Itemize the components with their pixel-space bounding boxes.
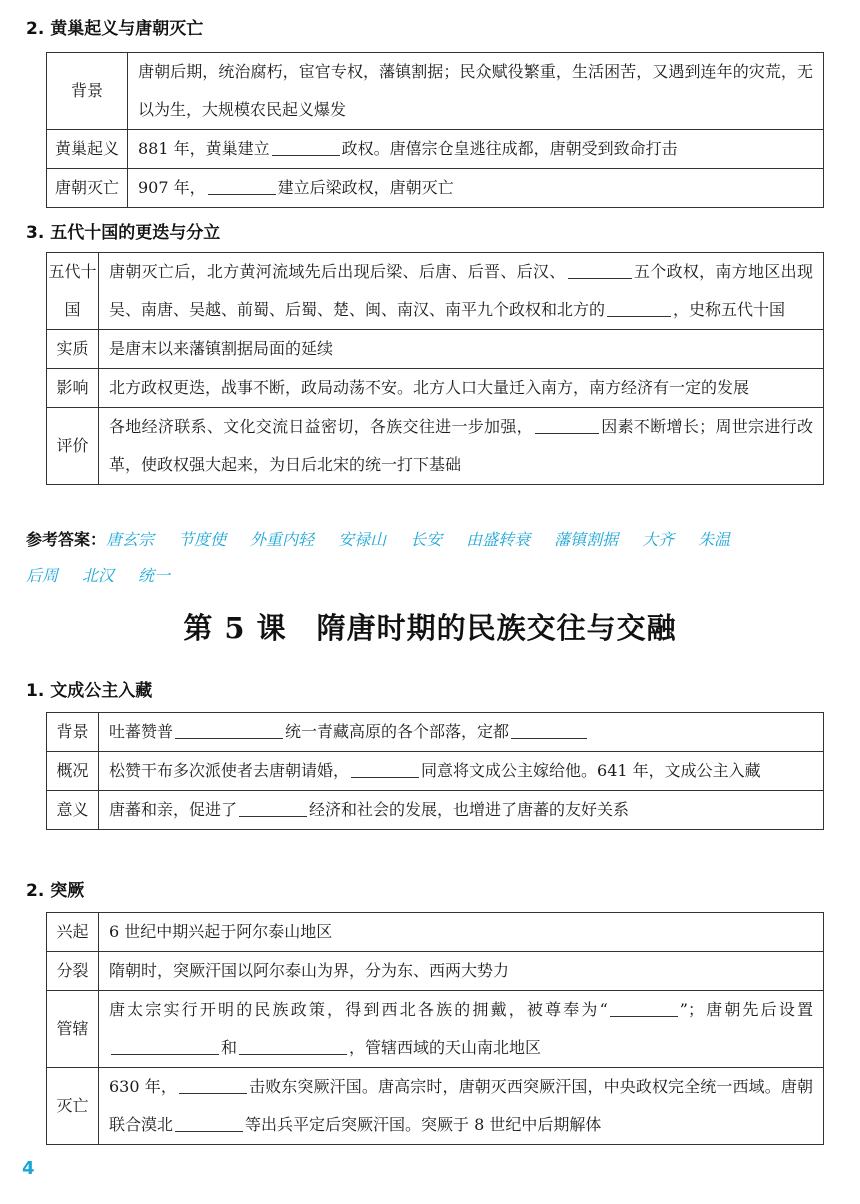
section-heading-wudai: 3. 五代十国的更迭与分立 [26,223,221,243]
wencheng-table [46,712,824,830]
fill-blank[interactable] [208,178,276,195]
huangchao-table [46,52,824,208]
page-number: 4 [22,1158,35,1179]
row-label: 概况 [47,752,99,791]
row-label: 管辖 [47,991,99,1068]
row-label: 唐朝灭亡 [47,169,128,208]
text-segment: ”；唐朝先后设置 [679,1000,813,1019]
row-content [99,991,824,1068]
text-segment: 同意将文成公主嫁给他。641 年，文成公主入藏 [421,761,761,780]
row-content: 是唐末以来藩镇割据局面的延续 [99,330,824,369]
row-content [99,791,824,830]
text-segment: 唐朝灭亡后，北方黄河流域先后出现后梁、后唐、后晋、后汉、 [109,262,566,281]
fill-blank[interactable] [535,417,599,434]
table-row [47,53,824,130]
fill-blank[interactable] [607,300,671,317]
text-segment: 吐蕃赞普 [109,722,174,741]
row-content [99,253,824,330]
row-label: 意义 [47,791,99,830]
fill-blank[interactable] [175,1115,243,1132]
table-row [47,253,824,330]
table-row [47,130,824,169]
row-label: 分裂 [47,952,99,991]
row-label: 背景 [47,53,128,130]
answer-item: 安禄山 [338,530,387,549]
row-label: 五代十国 [47,253,99,330]
fill-blank[interactable] [239,800,307,817]
text-segment: 各地经济联系、文化交流日益密切，各族交往进一步加强， [109,417,533,436]
text-segment: 630 年， [109,1077,177,1096]
answer-item: 后周 [26,566,59,585]
row-content: 北方政权更迭，战事不断，政局动荡不安。北方人口大量迁入南方，南方经济有一定的发展 [99,369,824,408]
fill-blank[interactable] [175,722,283,739]
answer-item: 唐玄宗 [106,530,155,549]
section-heading-huangchao: 2. 黄巢起义与唐朝灭亡 [26,19,204,39]
fill-blank[interactable] [511,722,587,739]
answers-label: 参考答案： [26,530,107,549]
row-label: 兴起 [47,913,99,952]
row-label: 灭亡 [47,1068,99,1145]
lesson-title: 第 5 课 隋唐时期的民族交往与交融 [183,611,677,645]
row-label: 影响 [47,369,99,408]
table-row [47,330,824,369]
answer-item: 长安 [410,530,443,549]
table-row [47,408,824,485]
text-segment: 五个政权，南方地区出现吴、南唐、吴越、前蜀、后蜀、楚、闽、南汉、南平九个政权和北方的 [109,262,813,319]
row-content [99,713,824,752]
row-label: 评价 [47,408,99,485]
text-segment: ，管辖西域的天山南北地区 [349,1038,542,1057]
answer-item: 节度使 [178,530,227,549]
text-segment: 907 年， [138,178,206,197]
text-segment: 和 [221,1038,238,1057]
row-content [99,408,824,485]
table-row [47,952,824,991]
row-label: 背景 [47,713,99,752]
row-content: 隋朝时，突厥汗国以阿尔泰山为界，分为东、西两大势力 [99,952,824,991]
text-segment: 经济和社会的发展，也增进了唐蕃的友好关系 [309,800,630,819]
answer-item: 朱温 [698,530,731,549]
answer-item: 外重内轻 [250,530,315,549]
text-segment: 松赞干布多次派使者去唐朝请婚， [109,761,350,780]
text-segment: 统一青藏高原的各个部落，定都 [285,722,510,741]
table-row [47,169,824,208]
text-segment: ，史称五代十国 [673,300,786,319]
text-segment: 政权。唐僖宗仓皇逃往成都，唐朝受到致命打击 [341,139,678,158]
wudai-table [46,252,824,485]
row-content [128,130,824,169]
row-content [99,1068,824,1145]
row-label: 实质 [47,330,99,369]
answer-item: 由盛转衰 [466,530,531,549]
table-row [47,1068,824,1145]
fill-blank[interactable] [610,1000,678,1017]
text-segment: 因素不断增长；周世宗进行改革，使政权强大起来，为日后北宋的统一打下基础 [109,417,813,474]
answer-item: 北汉 [82,566,115,585]
row-label: 黄巢起义 [47,130,128,169]
fill-blank[interactable] [111,1038,219,1055]
row-content [99,752,824,791]
text-segment: 881 年，黄巢建立 [138,139,270,158]
table-row [47,713,824,752]
table-row [47,913,824,952]
text-segment: 唐蕃和亲，促进了 [109,800,238,819]
fill-blank[interactable] [568,262,632,279]
text-segment: 击败东突厥汗国。唐高宗时，唐朝灭西突厥汗国，中央政权完全统一西域。唐朝联合漠北 [109,1077,813,1134]
row-content [128,169,824,208]
fill-blank[interactable] [239,1038,347,1055]
reference-answers [26,522,826,594]
table-row [47,752,824,791]
section-heading-wencheng: 1. 文成公主入藏 [26,681,153,701]
text-segment: 等出兵平定后突厥汗国。突厥于 8 世纪中后期解体 [245,1115,602,1134]
tujue-table [46,912,824,1145]
answer-item: 统一 [138,566,171,585]
fill-blank[interactable] [272,139,340,156]
row-content: 6 世纪中期兴起于阿尔泰山地区 [99,913,824,952]
table-row [47,991,824,1068]
fill-blank[interactable] [179,1077,247,1094]
table-row [47,369,824,408]
answer-item: 大齐 [642,530,675,549]
answer-item: 藩镇割据 [554,530,619,549]
table-row [47,791,824,830]
fill-blank[interactable] [351,761,419,778]
section-heading-tujue: 2. 突厥 [26,881,85,901]
row-content: 唐朝后期，统治腐朽，宦官专权，藩镇割据；民众赋役繁重，生活困苦，又遇到连年的灾荒，无以为生，大规模农民起义爆发 [128,53,824,130]
text-segment: 唐太宗实行开明的民族政策，得到西北各族的拥戴，被尊奉为“ [109,1000,608,1019]
text-segment: 建立后梁政权，唐朝灭亡 [277,178,454,197]
